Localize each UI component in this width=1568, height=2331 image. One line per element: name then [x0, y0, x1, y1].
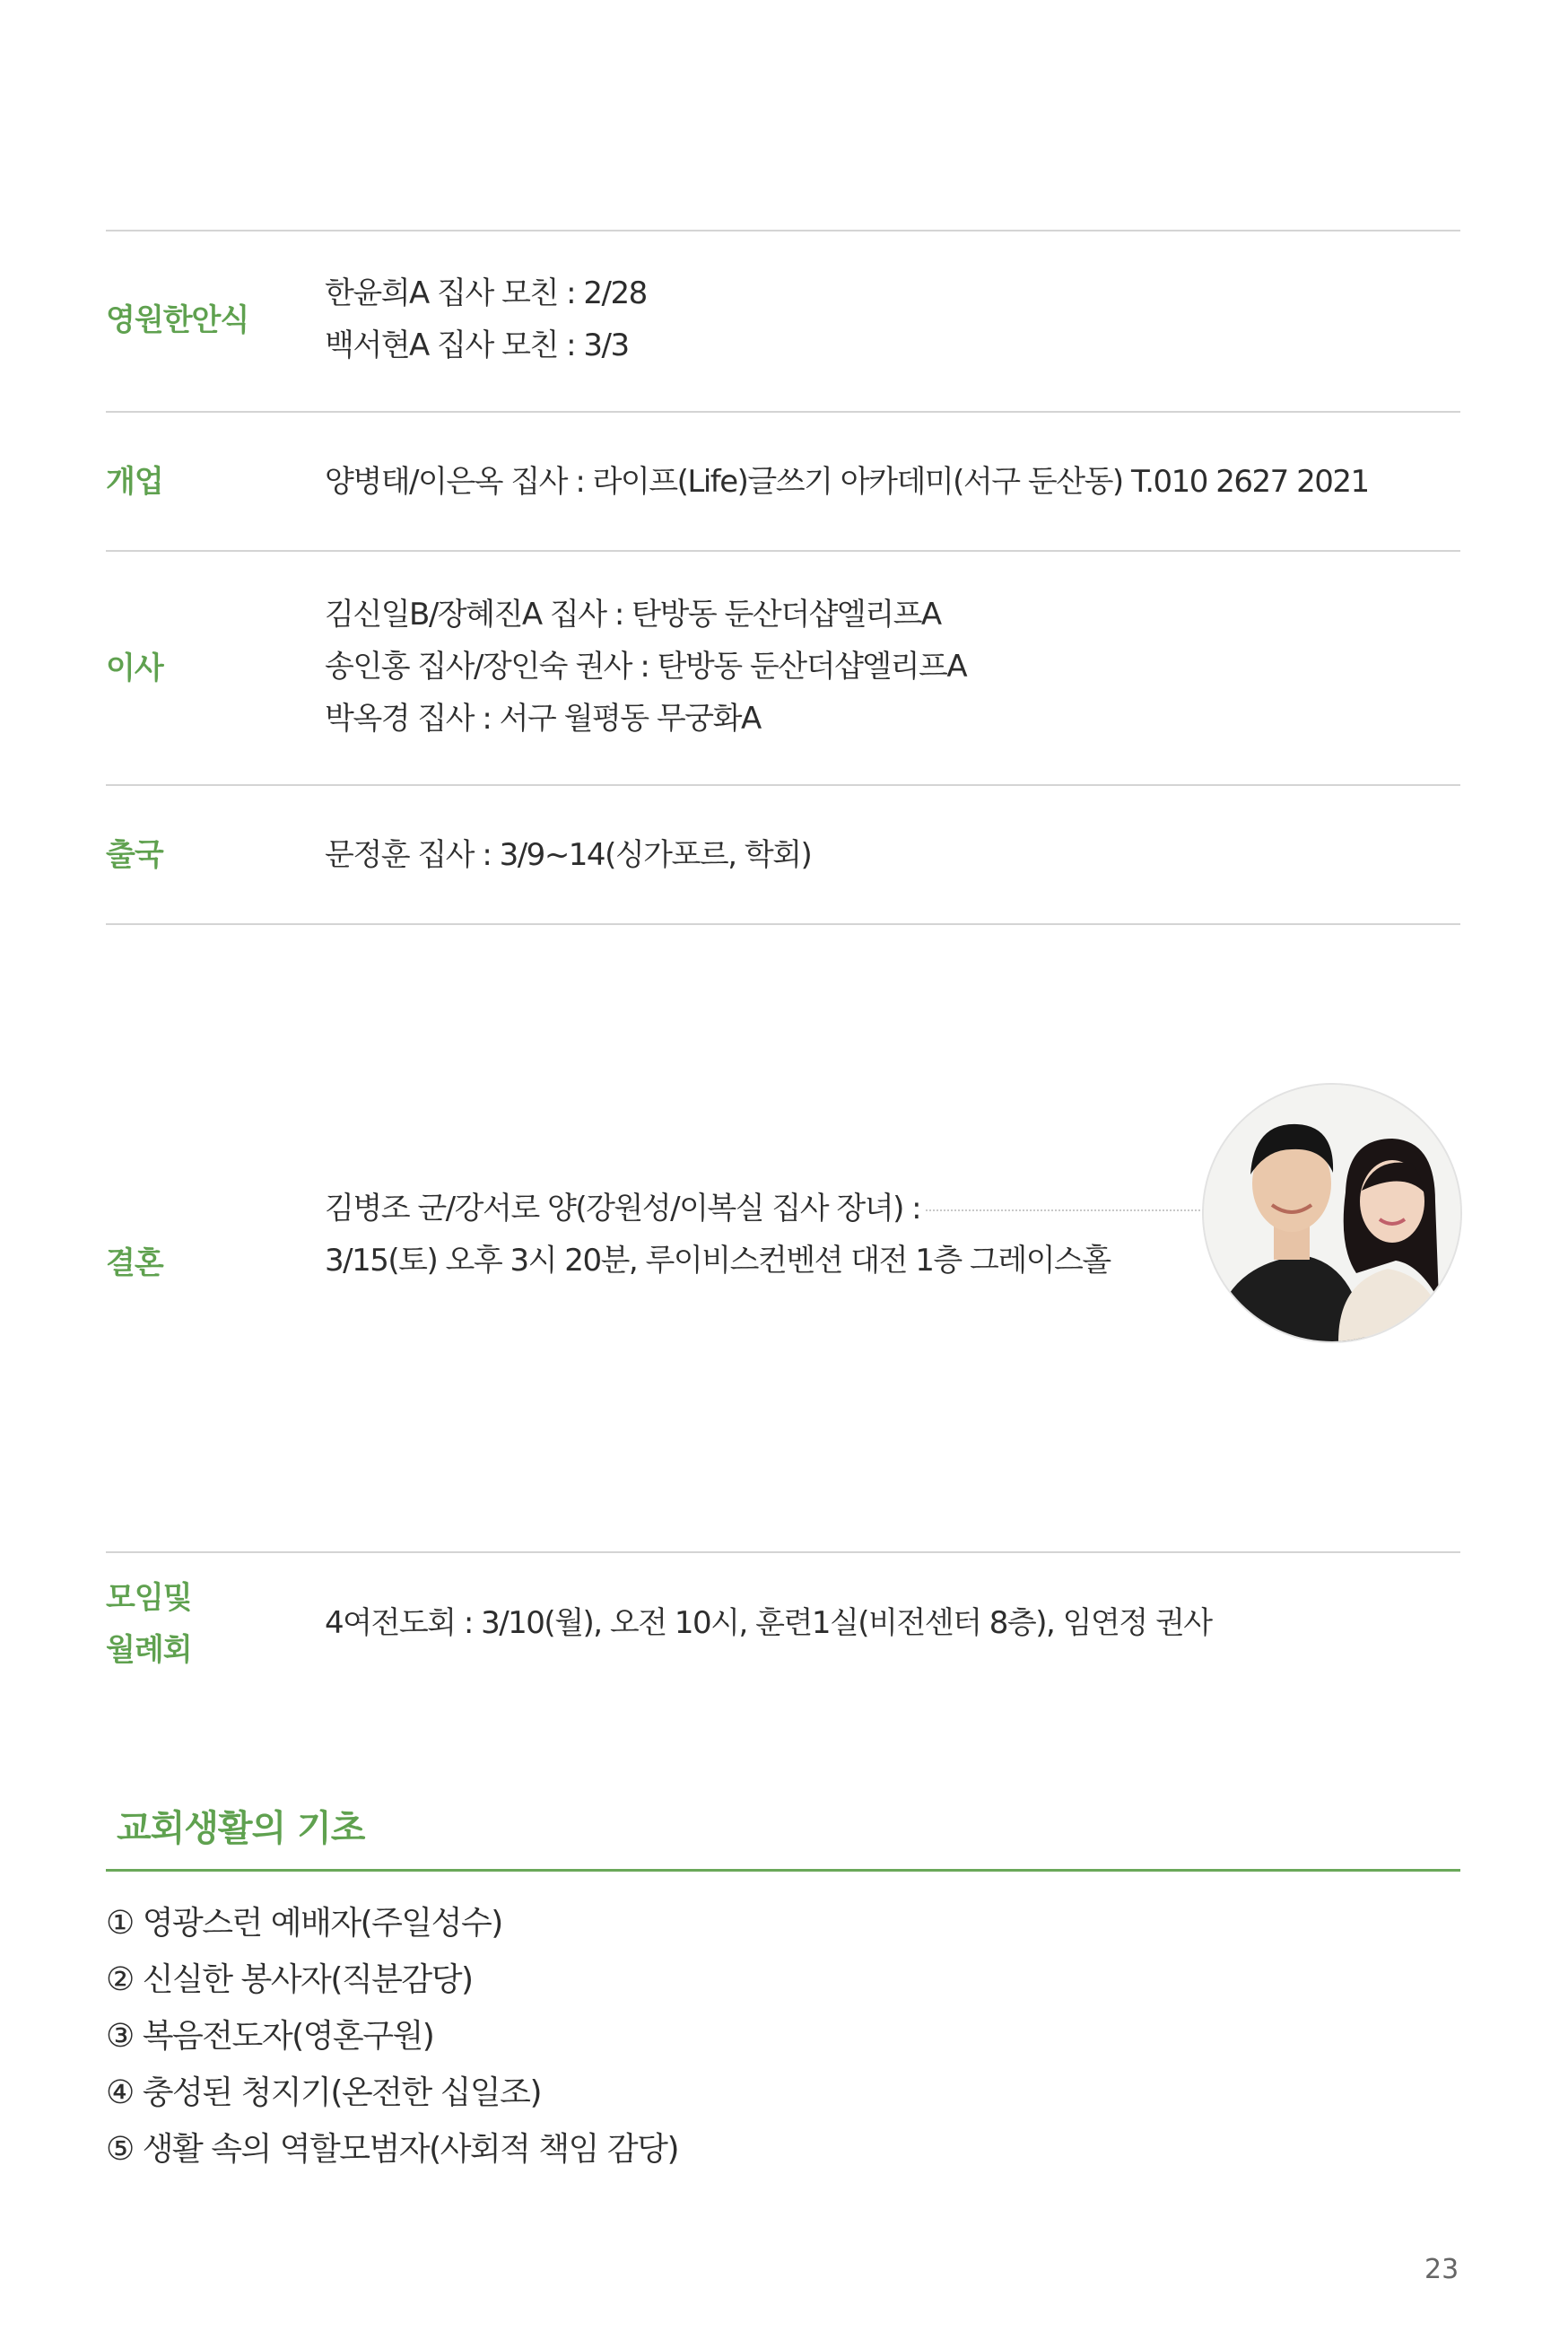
basics-list	[106, 1895, 678, 2178]
wedding-entries	[325, 1183, 1111, 1287]
entry-line: 김병조 군/강서로 양(강원성/이복실 집사 장녀) :	[325, 1191, 921, 1227]
meetings-entries	[325, 1597, 1212, 1649]
entry-line: 김신일B/장혜진A 집사 : 탄방동 둔산더샵엘리프A	[325, 597, 941, 633]
entry-line: 4여전도회 : 3/10(월), 오전 10시, 훈련1실(비전센터 8층), 임연정 권사	[325, 1605, 1212, 1641]
list-item: ④ 충성된 청지기(온전한 십일조)	[106, 2074, 542, 2111]
list-item: ③ 복음전도자(영혼구원)	[106, 2018, 434, 2055]
category-label-moving: 이사	[106, 650, 163, 686]
entry-line: 3/15(토) 오후 3시 20분, 루이비스컨벤션 대전 1층 그레이스홀	[325, 1243, 1111, 1279]
divider	[106, 1551, 1460, 1553]
entry-line: 백서현A 집사 모친 : 3/3	[325, 327, 629, 363]
entry-line: 한윤희A 집사 모친 : 2/28	[325, 275, 647, 311]
entry-line: 박옥경 집사 : 서구 월평동 무궁화A	[325, 701, 761, 737]
entry-line: 문정훈 집사 : 3/9~14(싱가포르, 학회)	[325, 837, 812, 873]
divider	[106, 411, 1460, 413]
entry-line: 양병태/이은옥 집사 : 라이프(Life)글쓰기 아카데미(서구 둔산동) T.010 2627 2021	[325, 464, 1369, 500]
couple-photo	[1202, 1083, 1462, 1343]
category-label-departure: 출국	[106, 837, 163, 873]
departure-entries	[325, 829, 811, 881]
category-label-meetings: 모임및 월례회	[106, 1580, 192, 1668]
list-item: ① 영광스런 예배자(주일성수)	[106, 1905, 502, 1942]
page-number: 23	[1424, 2254, 1459, 2285]
entry-line: 송인홍 집사/장인숙 권사 : 탄방동 둔산더샵엘리프A	[325, 649, 967, 685]
moving-entries	[325, 589, 966, 745]
couple-photo-illustration	[1204, 1085, 1460, 1341]
category-label-opening: 개업	[106, 464, 163, 500]
divider	[106, 923, 1460, 925]
list-item: ② 신실한 봉사자(직분감당)	[106, 1961, 473, 1998]
memorial-entries	[325, 267, 647, 371]
opening-entries	[325, 456, 1369, 508]
category-label-memorial: 영원한안식	[106, 302, 249, 338]
list-item: ⑤ 생활 속의 역할모범자(사회적 책임 감당)	[106, 2131, 678, 2168]
dotted-leader-line	[926, 1209, 1204, 1211]
divider	[106, 784, 1460, 786]
divider	[106, 550, 1460, 552]
category-label-wedding: 결혼	[106, 1245, 163, 1281]
basics-title-underline	[106, 1869, 1460, 1872]
divider	[106, 230, 1460, 231]
basics-title: 교회생활의 기초	[117, 1808, 365, 1849]
